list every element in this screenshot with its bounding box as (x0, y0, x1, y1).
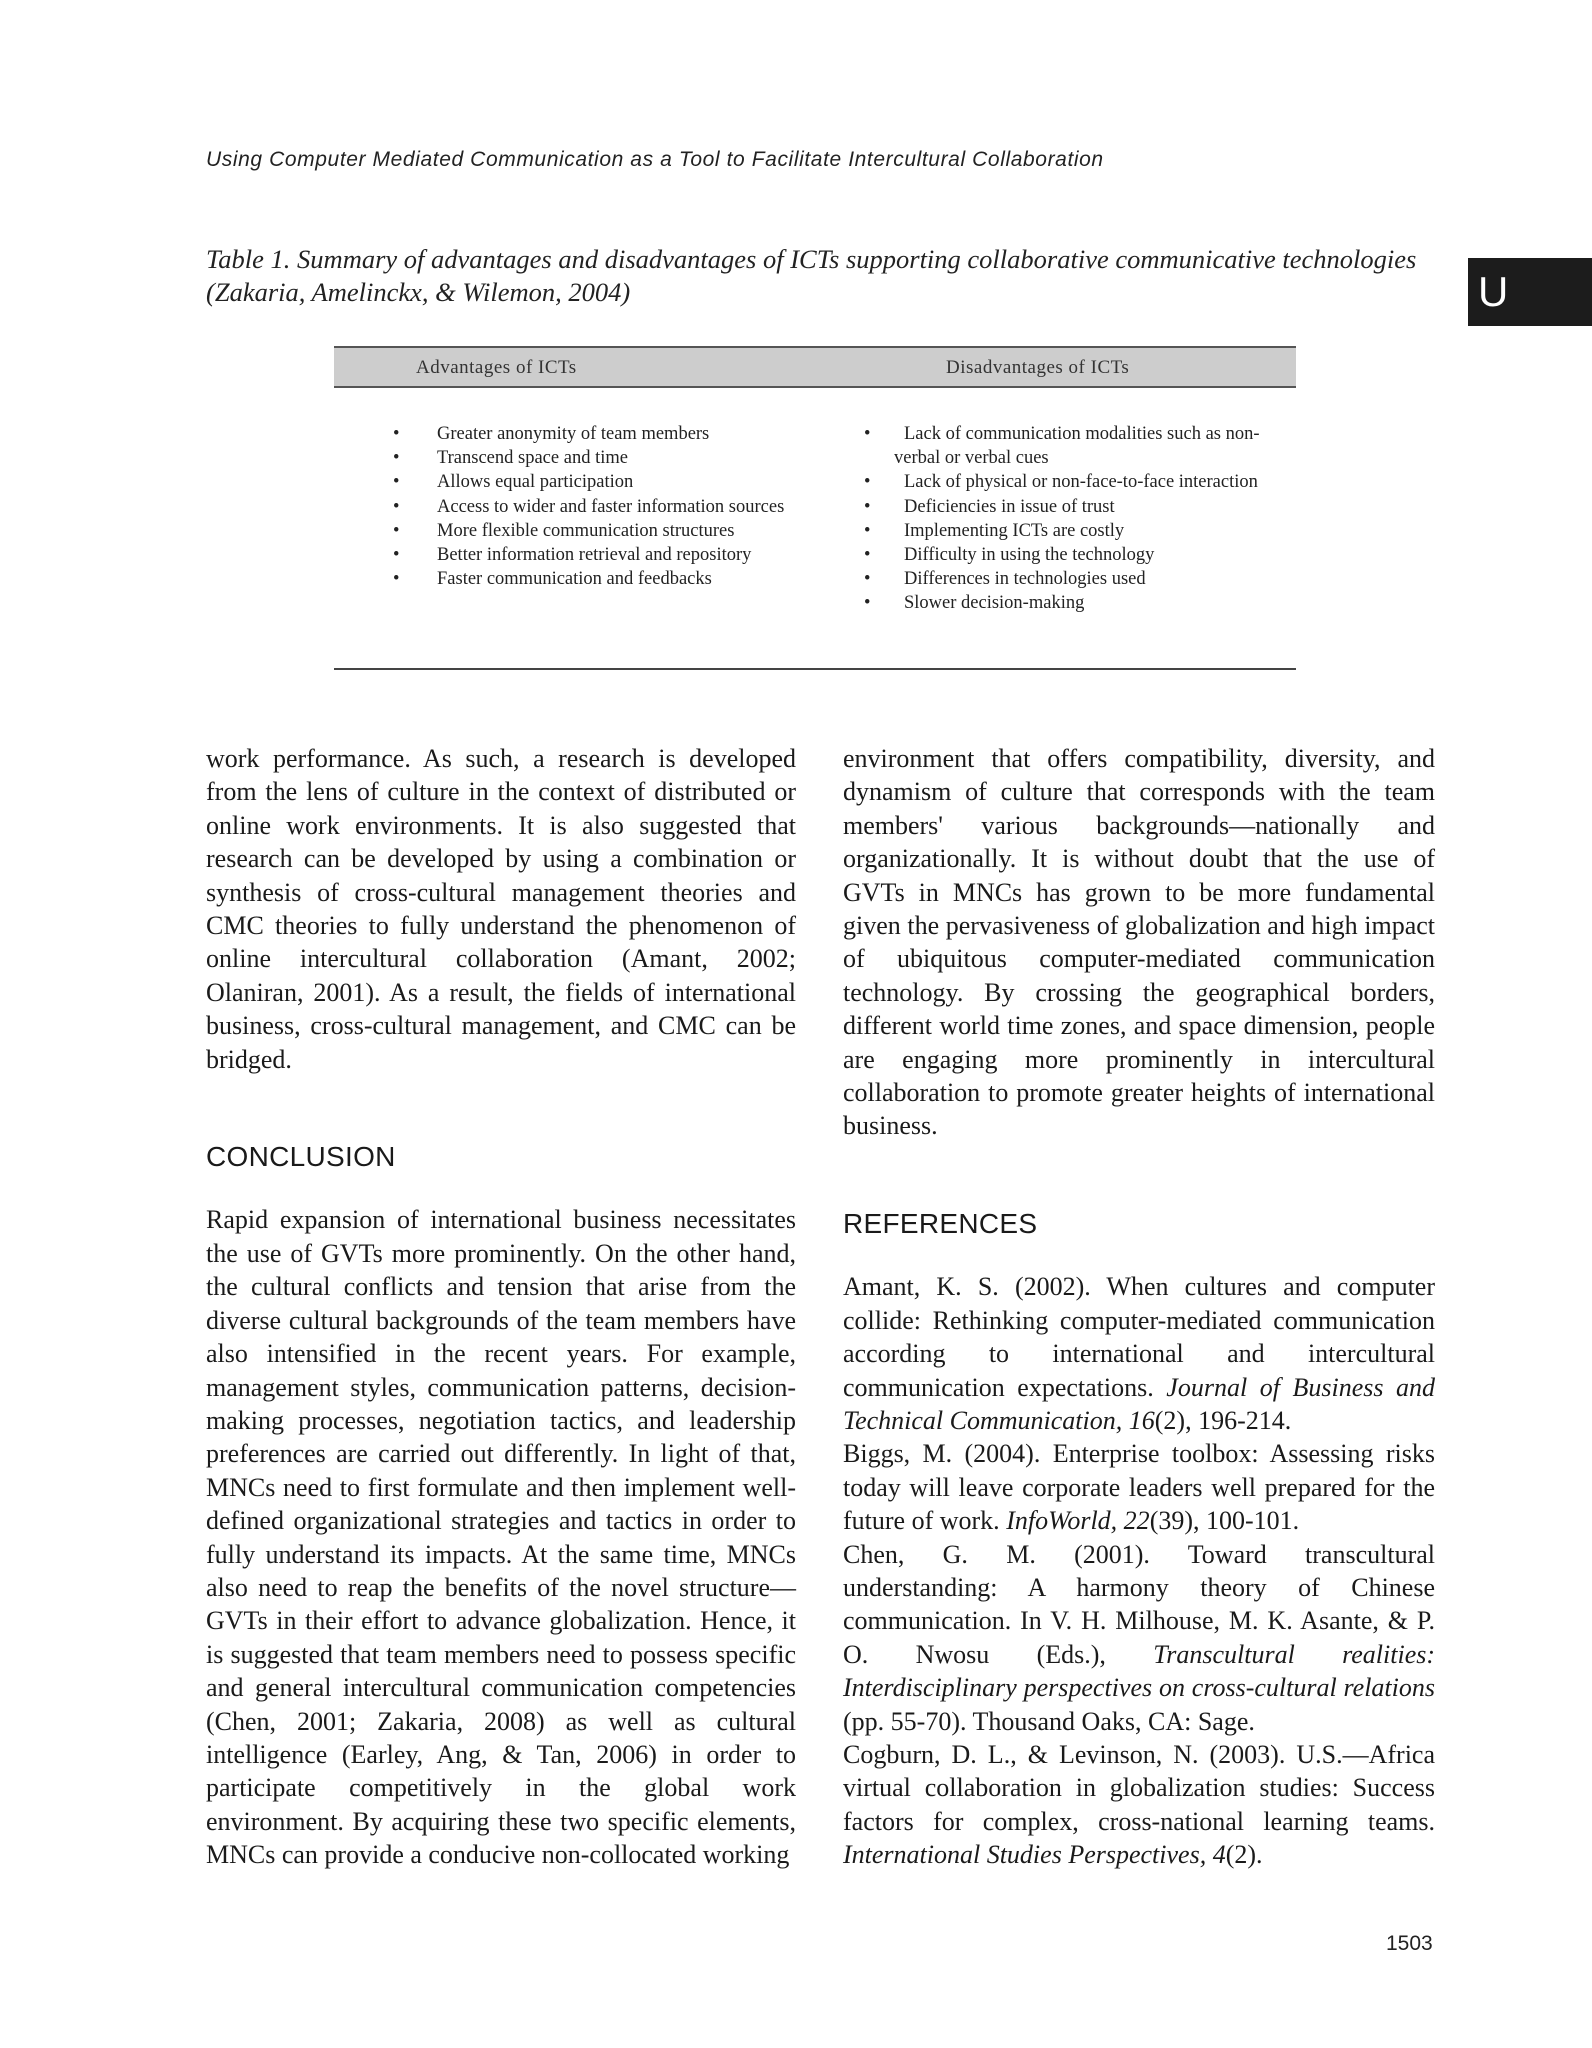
table-header-row (334, 346, 1296, 388)
reference-entry (843, 1437, 1435, 1537)
advantage-item: • Transcend space and time (437, 446, 817, 470)
table-caption: Table 1. Summary of advantages and disadvantages of ICTs supporting collaborative communicative technologies (Zakaria, Amelinckx, & Wilemon, 2004) (206, 244, 1417, 307)
thumb-index-tab (1468, 258, 1592, 326)
advantage-item: • Better information retrieval and repository (437, 543, 817, 567)
advantages-list (437, 422, 817, 591)
advantage-item: • More flexible communication structures (437, 519, 817, 543)
table-header-disadvantages: Disadvantages of ICTs (946, 357, 1130, 378)
thumb-index-letter: U (1478, 268, 1509, 315)
icts-summary-table (334, 346, 1296, 672)
reference-entry (843, 1738, 1435, 1872)
disadvantage-item: • Slower decision-making (894, 591, 1274, 615)
left-column (206, 742, 796, 1872)
reference-journal: International Studies Perspectives, 4 (843, 1840, 1226, 1870)
reference-tail: (2). (1225, 1840, 1263, 1870)
table-header-advantages: Advantages of ICTs (416, 357, 577, 378)
reference-text: Amant, K. S. (2002). When cultures and computer collide: Rethinking computer-mediated communication according to international and intercultural communication expectations. (843, 1272, 1435, 1402)
continuation-paragraph: environment that offers compatibility, diversity, and dynamism of culture that corresponds with the team members' various backgrounds—nationally and organizationally. It is without doubt that the use of GVTs in MNCs has grown to be more fundamental given the pervasiveness of globalization and high impact of ubiquitous computer-mediated communication technology. By crossing the geographical borders, different world time zones, and space dimension, people are engaging more prominently in intercultural collaboration to promote greater heights of international business. (843, 744, 1435, 1141)
reference-entry (843, 1538, 1435, 1738)
disadvantages-list (894, 422, 1274, 616)
advantage-item: • Greater anonymity of team members (437, 422, 817, 446)
reference-tail: (2), 196-214. (1154, 1405, 1292, 1435)
reference-journal: InfoWorld, 22 (1006, 1506, 1150, 1536)
reference-tail: (39), 100-101. (1149, 1506, 1300, 1536)
disadvantage-item: • Difficulty in using the technology (894, 543, 1274, 567)
advantage-item: • Access to wider and faster information sources (437, 495, 817, 519)
reference-tail: (pp. 55-70). Thousand Oaks, CA: Sage. (843, 1706, 1255, 1736)
running-head-title: Using Computer Mediated Communication as a Tool to Facilitate Intercultural Collaboration (206, 148, 1104, 171)
page-number: 1503 (1386, 1932, 1433, 1955)
reference-text: Chen, G. M. (2001). Toward transcultural understanding: A harmony theory of Chinese communication. In V. H. Milhouse, M. K. Asante, & P. O. Nwosu (Eds.), (843, 1539, 1435, 1669)
reference-journal: Journal of Business and Technical Communication, 16 (843, 1372, 1436, 1435)
conclusion-heading: CONCLUSION (206, 1141, 396, 1173)
intro-paragraph: work performance. As such, a research is developed from the lens of culture in the context of distributed or online work environments. It is also suggested that research can be developed by using a combination or synthesis of cross-cultural management theories and CMC theories to fully understand the phenomenon of online intercultural collaboration (Amant, 2002; Olaniran, 2001). As a result, the fields of international business, cross-cultural management, and CMC can be bridged. (206, 744, 796, 1074)
table-bottom-rule (334, 668, 1296, 670)
advantage-item: • Faster communication and feedbacks (437, 567, 817, 591)
disadvantage-item: • Deficiencies in issue of trust (894, 495, 1274, 519)
disadvantage-item: • Lack of communication modalities such as non-verbal or verbal cues (894, 422, 1274, 470)
reference-text: Cogburn, D. L., & Levinson, N. (2003). U.S.—Africa virtual collaboration in globalization studies: Success factors for complex, cross-national learning teams. (843, 1739, 1435, 1836)
disadvantage-item: • Implementing ICTs are costly (894, 519, 1274, 543)
advantage-item: • Allows equal participation (437, 470, 817, 494)
references-heading: REFERENCES (843, 1207, 1038, 1239)
right-column (843, 742, 1435, 1872)
reference-entry (843, 1270, 1435, 1437)
reference-text: Biggs, M. (2004). Enterprise toolbox: Assessing risks today will leave corporate leaders well prepared for the future of work. (843, 1439, 1435, 1536)
conclusion-paragraph: Rapid expansion of international business necessitates the use of GVTs more prominently. On the other hand, the cultural conflicts and tension that arise from the diverse cultural backgrounds of the team members have also intensified in the recent years. For example, management styles, communication patterns, decision-making processes, negotiation tactics, and leadership preferences are carried out differently. In light of that, MNCs need to first formulate and then implement well-defined organizational strategies and tactics in order to fully understand its impacts. At the same time, MNCs also need to reap the benefits of the novel structure—GVTs in their effort to advance globalization. Hence, it is suggested that team members need to possess specific and general intercultural communication competencies (Chen, 2001; Zakaria, 2008) as well as cultural intelligence (Earley, Ang, & Tan, 2006) in order to participate competitively in the global work environment. By acquiring these two specific elements, MNCs can provide a conducive non-collocated working (206, 1205, 796, 1870)
disadvantage-item: • Lack of physical or non-face-to-face interaction (894, 470, 1274, 494)
disadvantage-item: • Differences in technologies used (894, 567, 1274, 591)
reference-journal: Transcultural realities: Interdisciplinary perspectives on cross-cultural relations (843, 1639, 1436, 1703)
